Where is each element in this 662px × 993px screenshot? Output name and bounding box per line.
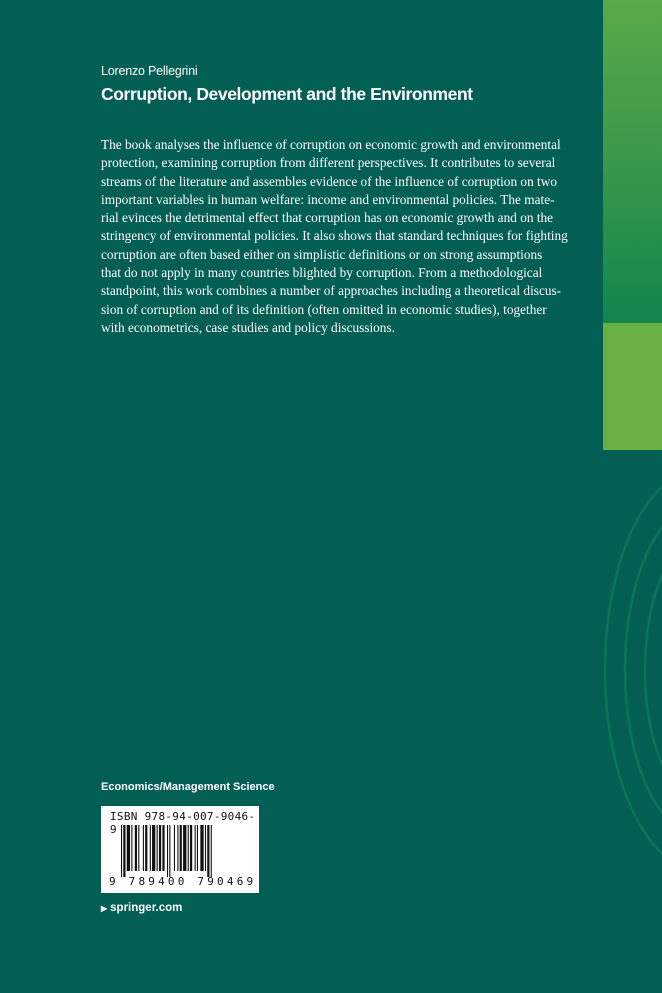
- barcode-bar: [150, 825, 151, 871]
- barcode-bar: [162, 825, 164, 871]
- light-green-block: [603, 323, 662, 450]
- description-line: sion of corruption and of its definition (often omitted in economic studies), together: [101, 301, 547, 317]
- barcode-bar: [131, 825, 132, 871]
- play-arrow-icon: ▶: [101, 904, 108, 913]
- springer-link[interactable]: [101, 902, 182, 914]
- barcode-bar: [195, 825, 196, 871]
- barcode-bar: [174, 825, 175, 871]
- barcode-bar: [190, 825, 192, 871]
- decorative-arcs: [590, 460, 662, 880]
- description-line: The book analyses the influence of corruption on economic growth and environmental: [101, 137, 561, 152]
- description-line: important variables in human welfare: income and environmental policies. The mate-: [101, 191, 555, 207]
- barcode-digits: 9 789400 790469: [109, 875, 257, 888]
- website-text: springer.com: [110, 902, 183, 914]
- barcode-bar: [152, 825, 155, 871]
- barcode-bar: [197, 825, 198, 871]
- barcode-bar: [207, 825, 209, 877]
- isbn-barcode: [101, 806, 259, 893]
- barcode-bar: [183, 825, 186, 871]
- barcode-bar: [123, 825, 125, 877]
- author-name: Lorenzo Pellegrini: [101, 64, 198, 78]
- description-line: corruption are often based either on simplistic definitions or on strong assumptions: [101, 246, 543, 262]
- description-line: rial evinces the detrimental effect that corruption has on economic growth and on the: [101, 210, 554, 226]
- barcode-bar: [205, 825, 206, 871]
- barcode-bar: [169, 825, 170, 877]
- green-accent-strip: [603, 0, 662, 323]
- barcode-bar: [138, 825, 139, 871]
- description-line: with econometrics, case studies and policy discussions.: [101, 319, 395, 335]
- barcode-bar: [177, 825, 178, 871]
- barcode-bar: [211, 825, 212, 877]
- barcode-bar: [121, 825, 122, 877]
- isbn-label: ISBN 978-94-007-9046-9: [110, 810, 256, 836]
- description-line: that do not apply in many countries blighted by corruption. From a methodological: [101, 265, 543, 281]
- description-line: streams of the literature and assembles evidence of the influence of corruption on two: [101, 173, 557, 189]
- barcode-bar: [127, 825, 130, 871]
- barcode-bar: [159, 825, 161, 871]
- description-line: standpoint, this work combines a number of approaches including a theoretical discus-: [101, 283, 562, 299]
- description-line: stringency of environmental policies. It also shows that standard techniques for fighting: [101, 228, 568, 244]
- subject-category: Economics/Management Science: [101, 781, 275, 793]
- barcode-bar: [188, 825, 189, 871]
- barcode-bar: [157, 825, 158, 871]
- barcode-bar: [200, 825, 203, 871]
- barcode-bar: [167, 825, 168, 877]
- barcode-bar: [135, 825, 137, 871]
- book-description: [101, 136, 568, 337]
- barcode-bars: [121, 825, 247, 877]
- description-line: protection, examining corruption from different perspectives. It contributes to several: [101, 155, 556, 171]
- barcode-bar: [143, 825, 144, 871]
- barcode-bar: [180, 825, 182, 871]
- book-title: Corruption, Development and the Environment: [101, 84, 473, 104]
- barcode-bar: [145, 825, 147, 871]
